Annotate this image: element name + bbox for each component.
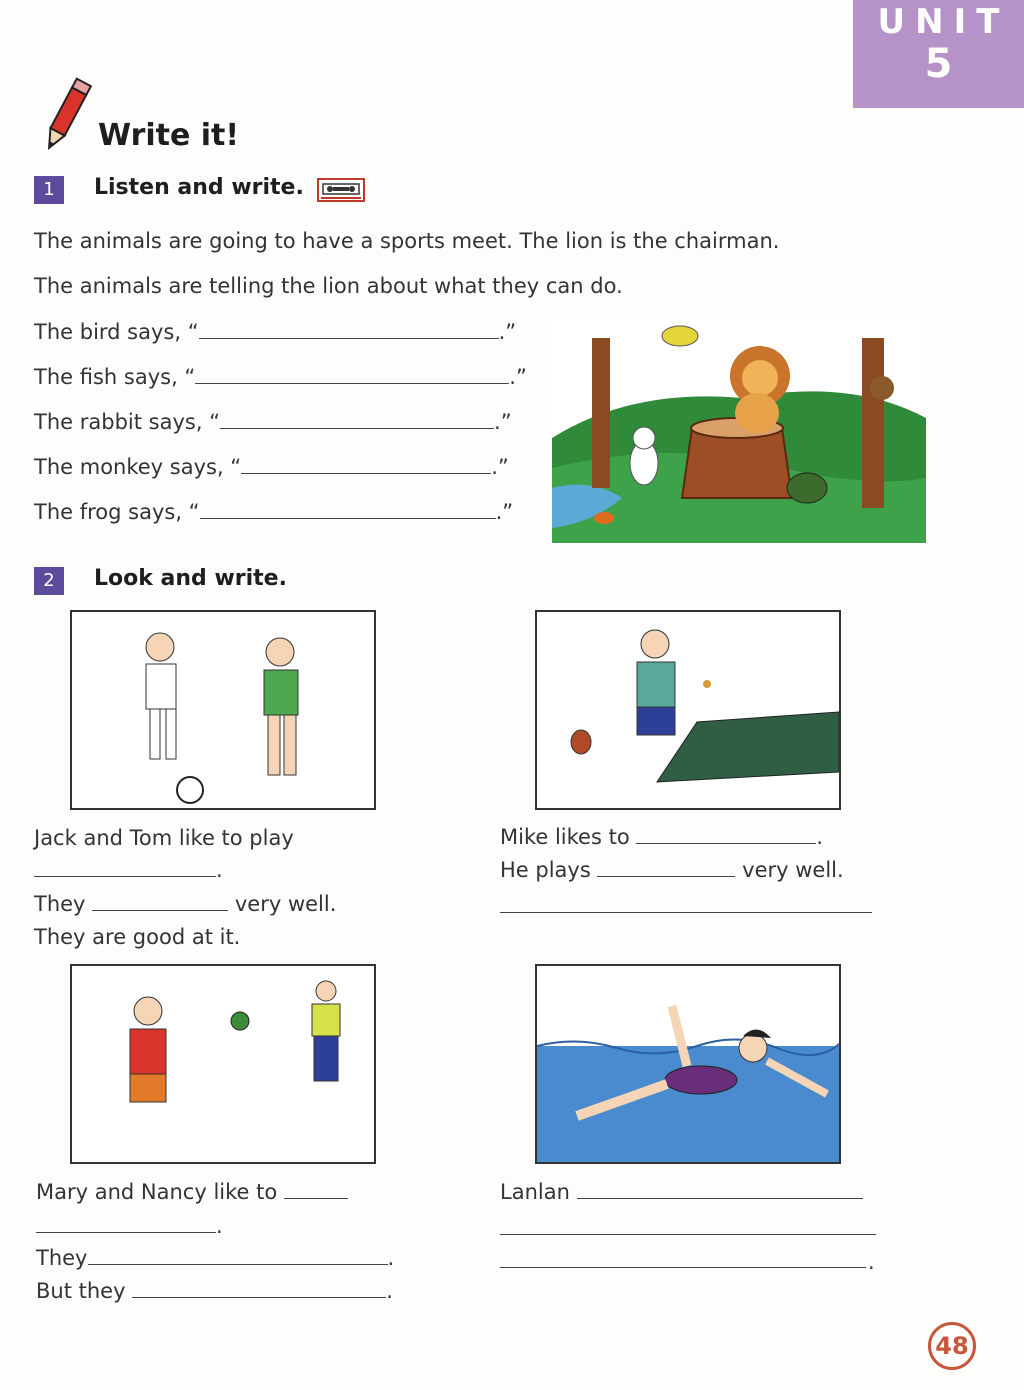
answer-blank[interactable] xyxy=(241,459,491,474)
closing-quote: .” xyxy=(494,410,512,434)
section-1-number: 1 xyxy=(34,176,64,204)
rabbit-prompt xyxy=(34,410,512,434)
intro-line-2: The animals are telling the lion about what they can do. xyxy=(34,274,623,298)
q3-line-1 xyxy=(36,1180,348,1204)
fish-prompt xyxy=(34,365,527,389)
text: He plays xyxy=(500,858,591,882)
q3-line-blank xyxy=(36,1214,223,1238)
football-picture xyxy=(70,610,376,810)
text: Mary and Nancy like to xyxy=(36,1180,278,1204)
pencil-icon xyxy=(36,76,96,156)
q3-line-3 xyxy=(36,1279,393,1303)
answer-blank[interactable] xyxy=(636,829,816,844)
answer-line[interactable] xyxy=(500,912,872,913)
answer-blank[interactable] xyxy=(284,1184,348,1199)
table-tennis-picture xyxy=(535,610,841,810)
page-title: Write it! xyxy=(98,118,240,153)
cassette-tape-icon xyxy=(317,178,365,202)
section-2-number: 2 xyxy=(34,567,64,595)
q2-line-1 xyxy=(500,825,823,849)
monkey-prompt xyxy=(34,455,509,479)
text: very well. xyxy=(742,858,844,882)
prompt-label: The fish says, “ xyxy=(34,365,196,389)
answer-line[interactable] xyxy=(500,1234,876,1235)
intro-line-1: The animals are going to have a sports meet. The lion is the chairman. xyxy=(34,229,780,253)
period: . xyxy=(216,1214,223,1238)
bird-prompt xyxy=(34,320,516,344)
period: . xyxy=(216,858,223,882)
answer-blank[interactable] xyxy=(577,1184,863,1199)
answer-blank[interactable] xyxy=(88,1250,388,1265)
answer-blank[interactable] xyxy=(220,414,494,429)
answer-blank[interactable] xyxy=(199,324,499,339)
answer-blank[interactable] xyxy=(132,1283,386,1298)
answer-blank[interactable] xyxy=(195,369,509,384)
q1-line-blank xyxy=(34,858,223,882)
prompt-label: The frog says, “ xyxy=(34,500,200,524)
text: Lanlan xyxy=(500,1180,570,1204)
answer-blank[interactable] xyxy=(200,504,496,519)
text: very well. xyxy=(234,892,337,916)
section-2-heading: Look and write. xyxy=(94,566,287,591)
answer-line[interactable] xyxy=(500,1267,866,1268)
page-number: 48 xyxy=(928,1322,976,1370)
unit-number: 5 xyxy=(924,41,953,87)
q1-line-2 xyxy=(34,892,336,916)
frog-prompt xyxy=(34,500,513,524)
section-1-heading: Listen and write. xyxy=(94,175,304,200)
animals-forest-illustration xyxy=(552,318,926,543)
period: . xyxy=(868,1250,875,1274)
closing-quote: .” xyxy=(491,455,509,479)
closing-quote: .” xyxy=(495,500,514,524)
period: . xyxy=(387,1246,395,1270)
q2-line-2 xyxy=(500,858,844,882)
closing-quote: .” xyxy=(509,365,527,389)
football-players-illustration xyxy=(72,612,374,808)
volleyball-illustration xyxy=(72,966,374,1162)
q3-line-2 xyxy=(36,1246,394,1270)
prompt-label: The rabbit says, “ xyxy=(34,410,221,434)
answer-blank[interactable] xyxy=(34,862,216,877)
q1-line-1: Jack and Tom like to play xyxy=(34,826,294,850)
swimming-picture xyxy=(535,964,841,1164)
text: Mike likes to xyxy=(500,825,630,849)
answer-blank[interactable] xyxy=(92,896,228,911)
closing-quote: .” xyxy=(498,320,517,344)
answer-blank[interactable] xyxy=(36,1218,216,1233)
table-tennis-illustration xyxy=(537,612,839,808)
period: . xyxy=(816,825,824,849)
unit-label: UNIT xyxy=(877,2,1010,42)
q1-line-3: They are good at it. xyxy=(34,925,241,949)
swimming-illustration xyxy=(537,966,839,1162)
period: . xyxy=(386,1279,393,1303)
q4-line-1 xyxy=(500,1180,863,1204)
volleyball-picture xyxy=(70,964,376,1164)
answer-blank[interactable] xyxy=(597,862,735,877)
unit-badge xyxy=(853,0,1024,108)
text: They xyxy=(36,1246,88,1270)
prompt-label: The bird says, “ xyxy=(34,320,199,344)
prompt-label: The monkey says, “ xyxy=(34,455,242,479)
text: But they xyxy=(36,1279,126,1303)
text: They xyxy=(34,892,86,916)
